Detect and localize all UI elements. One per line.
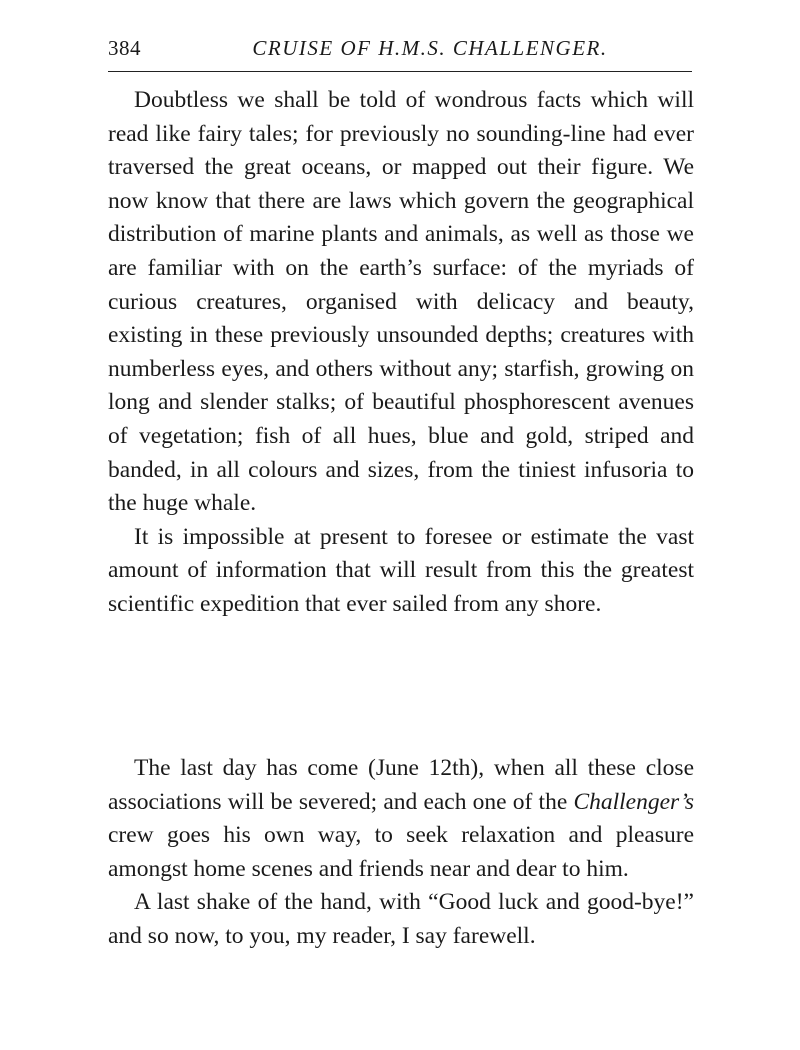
paragraph-wondrous-facts: Doubtless we shall be told of wondrous facts which will read like fairy tales; for previously no sounding-line had ever traversed the great oceans, or mapped out their figure. We now know that there are laws which govern the geographical distribution of marine plants and animals, as well as those we are familiar with on the earth’s surface: of the myriads of curious creatures, organised with delicacy and beauty, existing in these previously unsounded depths; creatures with numberless eyes, and others without any; starfish, growing on long and slender stalks; of beautiful phosphorescent avenues of vegetation; fish of all hues, blue and gold, striped and banded, in all colours and sizes, from the tiniest infusoria to the huge whale. (108, 87, 694, 517)
running-title: CRUISE OF H.M.S. CHALLENGER. (252, 36, 608, 60)
running-head (108, 36, 692, 70)
body-text-upper (108, 84, 694, 622)
last-day-text-end: crew goes his own way, to seek relaxation and pleasure amongst home scenes and friends near and dear to him. (108, 822, 694, 882)
page-number: 384 (108, 36, 141, 60)
header-rule (108, 71, 692, 72)
paragraph-last-day (108, 752, 694, 886)
paragraph-information: It is impossible at present to foresee or estimate the vast amount of information that will result from this the greatest scientific expedition that ever sailed from any shore. (108, 523, 694, 617)
paragraph-farewell: A last shake of the hand, with “Good luck and good-bye!” and so now, to you, my reader, I say farewell. (108, 889, 694, 949)
last-day-text-start: The last day has come (June 12th), when all these close associations will be severed; and each one of the (108, 755, 694, 815)
ship-name: Challenger’s (573, 788, 695, 815)
body-text-closing (108, 752, 694, 954)
